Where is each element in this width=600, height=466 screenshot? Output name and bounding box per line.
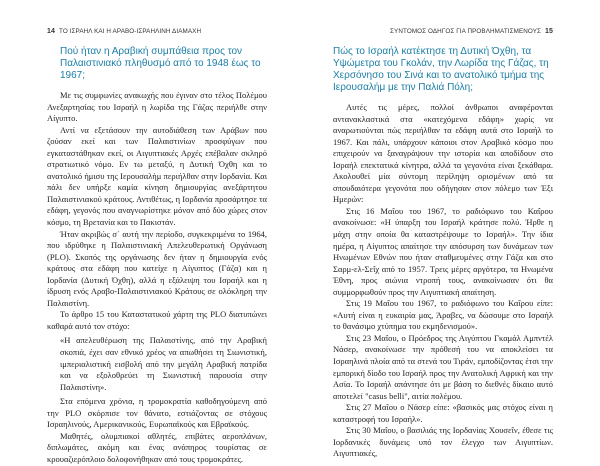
running-header	[333, 27, 553, 36]
paragraph: Στις 30 Μαΐου, ο βασιλιάς της Ιορδανίας Χουσεΐν, έθεσε τις Ιορδανικές δυνάμεις υπό τον έλεγχο των Αιγυπτίων. Αιγυπτιακές,	[333, 425, 553, 459]
paragraph: Ήταν ακριβώς σ΄ αυτή την περίοδο, συγκεκριμένα το 1964, που ιδρύθηκε η Παλαιστινιακή Απελευθερωτική Οργάνωση (PLO). Σκοπός της οργάνωσης δεν ήταν η δημιουργία ενός κράτους στα εδάφη που κατείχε η Αίγυπτος (Γάζα) και η Ιορδανία (Δυτική Όχθη), αλλά η εξάλειψη του Ισραήλ και η ίδρυση ενός Αραβο-Παλαιστινιακού Κράτους σε ολόκληρη την Παλαιστίνη.	[47, 228, 267, 308]
body-text	[47, 90, 267, 466]
body-text	[333, 102, 553, 460]
paragraph: Μαθητές, ολυμπιακοί αθλητές, επιβάτες αεροπλάνων, διπλωμάτες, ακόμη και ένας ανάπηρος τουρίστας σε κρουαζιερόπλοιο δολοφονήθηκαν από τους τρομοκράτες.	[47, 430, 267, 464]
paragraph: Αντί να εξετάσουν την αυτοδιάθεση των Αράβων που ζούσαν εκεί και των Παλαιστινίων προσφύγων που εγκαταστάθηκαν εκεί, οι Αιγυπτιακές Αρχές επέβαλαν σκληρό στρατιωτικό νόμο. Εν τω μεταξύ, η Δυτική Όχθη και το ανατολικό ήμισυ της Ιερουσαλήμ περιήλθαν στην Ιορδανία. Και πάλι δεν υπήρξε καμία κίνηση δημιουργίας ανεξάρτητου Παλαιστινιακού κράτους. Αντιθέτως, η Ιορδανία προσάρτησε τα εδάφη, γεγονός που αναγνωρίστηκε μόνον από δύο χώρες στον κόσμο, τη Βρετανία και το Πακιστάν.	[47, 124, 267, 228]
left-page	[0, 0, 300, 463]
running-head-title: ΣΥΝΤΟΜΟΣ ΟΔΗΓΟΣ ΓΙΑ ΠΡΟΒΛΗΜΑΤΙΣΜΕΝΟΥΣ	[390, 28, 541, 35]
block-quote: «Η απελευθέρωση της Παλαιστίνης, από την Αραβική σκοπιά, έχει σαν εθνικό χρέος να απωθήσει τη Σιωνιστική, ιμπεριαλιστική εισβολή από την μεγάλη Αραβική πατρίδα και να εξολοθρεύει τη Σιωνιστική παρουσία στην Παλαιστίνη».	[60, 335, 267, 392]
section-heading: Πού ήταν η Αραβική συμπάθεια προς τον Παλαιστινιακό πληθυσμό από το 1948 έως το 1967;	[60, 46, 261, 81]
running-header	[47, 27, 267, 36]
section-heading: Πώς το Ισραήλ κατέκτησε τη Δυτική Όχθη, τα Υψώμετρα του Γκολάν, την Λωρίδα της Γάζας, τη Χερσόνησο του Σινά και το ανατολικό τμήμα της Ιερουσαλήμ με την Παλιά Πόλη;	[333, 46, 549, 93]
paragraph: Στις 23 Μαΐου, ο Πρόεδρος της Αιγύπτου Γκαμάλ Αμπντέλ Νάσερ, ανακοίνωσε την πρόθεσή του να αποκλείσει τα Ισραηλινά πλοία από τα στενά του Τιράν, εμποδίζοντας έτσι την εμπορική δίοδο του Ισραήλ προς την Ανατολική Αφρική και την Ασία. Το Ισραήλ απάντησε ότι με βάση το διεθνές δίκαιο αυτό αποτελεί "casus belli", αιτία πολέμου.	[333, 332, 553, 401]
paragraph: Στις 19 Μαΐου του 1967, το ραδιόφωνο του Καΐρου είπε: «Αυτή είναι η ευκαιρία μας, Άραβες, να δώσουμε στο Ισραήλ το θανάσιμο χτύπημα του εκμηδενισμού».	[333, 298, 553, 332]
paragraph: Στις 27 Μαΐου ο Νάσερ είπε: «βασικός μας στόχος είναι η καταστροφή του Ισραήλ».	[333, 402, 553, 424]
paragraph: Το άρθρο 15 του Καταστατικού χάρτη της PLO διατυπώνει καθαρά αυτό τον στόχο:	[47, 309, 267, 331]
paragraph: Στα επόμενα χρόνια, η τρομοκρατία καθοδηγούμενη από την PLO σκόρπισε τον θάνατο, εστιάζοντας σε στόχους Ισραηλινούς, Αμερικανικούς, Ευρωπαϊκούς και Εβραϊκούς.	[47, 396, 267, 430]
running-head-title: ΤΟ ΙΣΡΑΗΛ ΚΑΙ Η ΑΡΑΒΟ-ΙΣΡΑΗΛΙΝΗ ΔΙΑΜΑΧΗ	[59, 28, 202, 35]
paragraph: Στις 16 Μαΐου του 1967, το ραδιόφωνο του Καΐρου ανακοίνωσε: «Η ύπαρξη του Ισραήλ κράτησε πολύ. Ήρθε η μάχη στην οποία θα καταστρέψουμε το Ισραήλ». Την ίδια ημέρα, η Αίγυπτος απαίτησε την απόσυρση των δυνάμεων των Ηνωμένων Εθνών που ήταν σταθμευμένες στην Γάζα και στο Σαρμ-ελ-Σεΐχ από το 1957. Τρεις μέρες αργότερα, τα Ηνωμένα Έθνη, προς αιώνια ντροπή τους, ανακοίνωσαν ότι θα συμμορφωθούν προς την Αιγυπτιακή απαίτηση.	[333, 205, 553, 297]
paragraph: Με τις συμφωνίες ανακωχής που έγιναν στο τέλος Πολέμου Ανεξαρτησίας του Ισραήλ η λωρίδα της Γάζας περιήλθε στην Αίγυπτο.	[47, 90, 267, 124]
page-number: 15	[545, 28, 553, 35]
page-number: 14	[47, 28, 55, 35]
paragraph: Αυτές τις μέρες, πολλοί άνθρωποι αναφέρονται αντανακλαστικά στα «κατεχόμενα εδάφη» χωρίς να αναρωτιούνται πώς περιήλθαν τα εδάφη αυτά στο Ισραήλ το 1967. Και πάλι, υπάρχουν κάποιοι στον Αραβικό κόσμο που επιχειρούν να ξαναγράψουν την ιστορία και αποδίδουν στο Ισραήλ επεκτατικά κίνητρα, αλλά τα γεγονότα είναι ξεκάθαρα. Ακολουθεί μία σύντομη περίληψη ορισμένων από τα σπουδαιότερα γεγονότα που οδήγησαν στον πόλεμο των Έξι Ημερών:	[333, 102, 553, 205]
right-page	[300, 0, 600, 463]
